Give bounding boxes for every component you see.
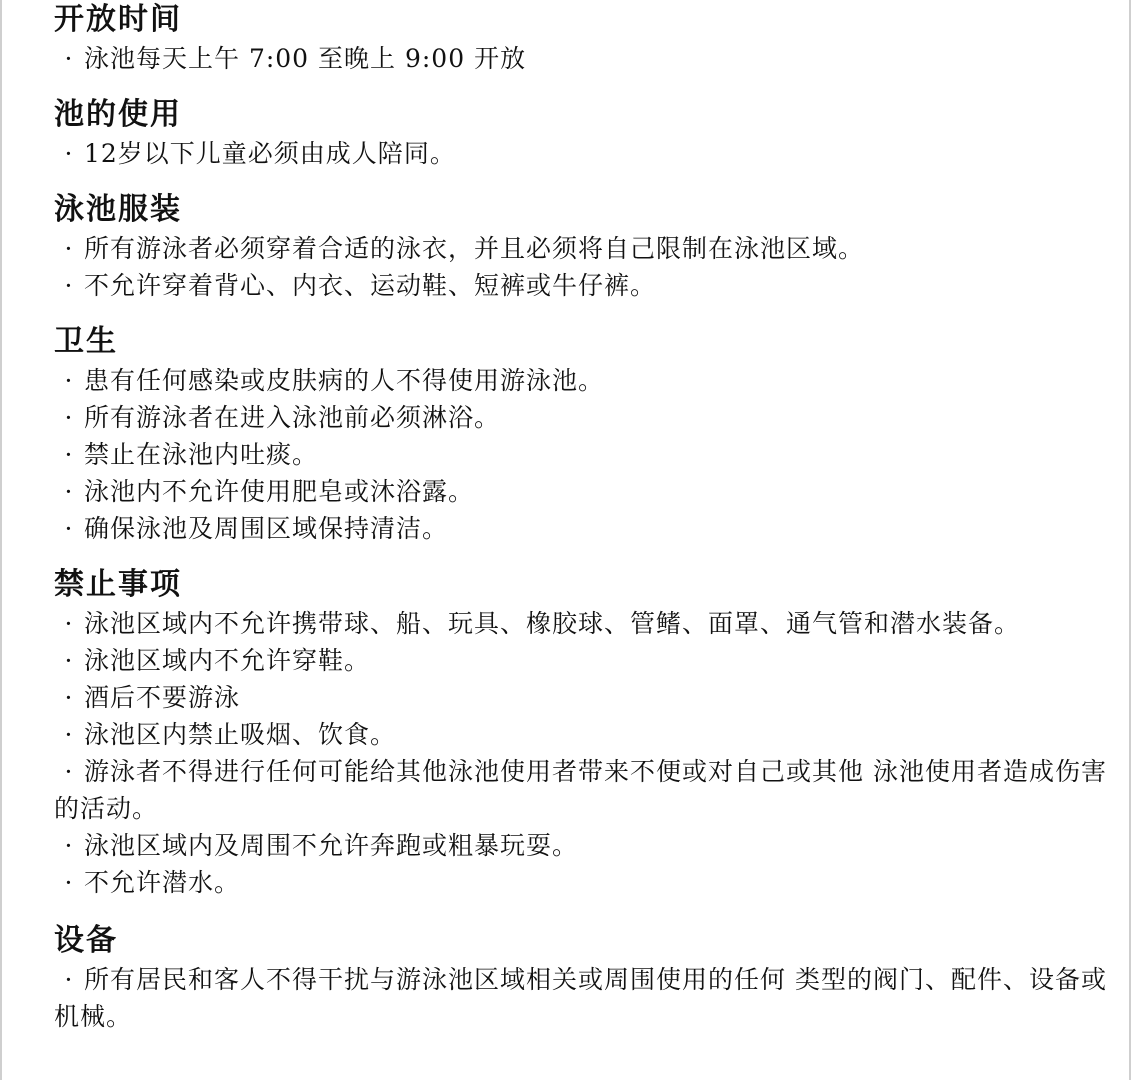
section-title: 开放时间 <box>54 2 182 37</box>
bullet-icon: · <box>64 683 74 712</box>
rule-text: 泳池内不允许使用肥皂或沐浴露。 <box>84 477 475 506</box>
section-title: 设备 <box>54 923 118 958</box>
rule-list <box>54 362 1114 547</box>
rule-item <box>54 473 1114 510</box>
section-title: 卫生 <box>54 324 118 359</box>
rule-list <box>54 605 1114 901</box>
bullet-icon: · <box>64 965 74 994</box>
bullet-icon: · <box>64 757 74 786</box>
rule-item <box>54 679 1114 716</box>
pool-rules-document <box>54 0 1114 1035</box>
bullet-icon: · <box>64 271 74 300</box>
bullet-icon: · <box>64 403 74 432</box>
rule-text: 泳池区内禁止吸烟、饮食。 <box>84 720 397 749</box>
rule-text: 确保泳池及周围区域保持清洁。 <box>84 514 449 543</box>
rule-text: 12岁以下儿童必须由成人陪同。 <box>84 139 456 168</box>
rule-text: 所有游泳者在进入泳池前必须淋浴。 <box>84 403 501 432</box>
section-opening-hours <box>54 0 1114 77</box>
section-hygiene <box>54 322 1114 547</box>
bullet-icon: · <box>64 234 74 263</box>
bullet-icon: · <box>64 646 74 675</box>
rule-item <box>54 135 1114 172</box>
bullet-icon: · <box>64 139 74 168</box>
rule-text: 不允许潜水。 <box>84 868 241 897</box>
rule-item <box>54 362 1114 399</box>
rule-item <box>54 716 1114 753</box>
bullet-icon: · <box>64 440 74 469</box>
bullet-icon: · <box>64 831 74 860</box>
bullet-icon: · <box>64 366 74 395</box>
rule-text: 泳池区域内不允许携带球、船、玩具、橡胶球、管鳍、面罩、通气管和潜水装备。 <box>84 609 1021 638</box>
rule-item <box>54 399 1114 436</box>
section-title: 禁止事项 <box>54 567 182 602</box>
rule-text: 酒后不要游泳 <box>84 683 241 712</box>
rule-item <box>54 753 1114 827</box>
bullet-icon: · <box>64 720 74 749</box>
rule-item <box>54 230 1114 267</box>
rule-text: 游泳者不得进行任何可能给其他泳池使用者带来不便或对自己或其他 泳池使用者造成伤害的活动。 <box>54 757 1107 823</box>
bullet-icon: · <box>64 609 74 638</box>
section-title: 池的使用 <box>54 97 182 132</box>
rule-item <box>54 961 1114 1035</box>
rule-item <box>54 510 1114 547</box>
rule-item <box>54 267 1114 304</box>
section-title: 泳池服装 <box>54 192 182 227</box>
rule-item <box>54 436 1114 473</box>
rule-text: 泳池区域内不允许穿鞋。 <box>84 646 371 675</box>
section-equipment <box>54 921 1114 1035</box>
section-pool-attire <box>54 190 1114 304</box>
bullet-icon: · <box>64 868 74 897</box>
rule-item <box>54 40 1114 77</box>
rule-list <box>54 40 1114 77</box>
section-prohibited <box>54 565 1114 901</box>
bullet-icon: · <box>64 44 74 73</box>
rule-list <box>54 961 1114 1035</box>
rule-item <box>54 864 1114 901</box>
left-border <box>0 0 2 1080</box>
rule-item <box>54 827 1114 864</box>
rule-text: 不允许穿着背心、内衣、运动鞋、短裤或牛仔裤。 <box>84 271 657 300</box>
bullet-icon: · <box>64 477 74 506</box>
rule-list <box>54 135 1114 172</box>
rule-text: 泳池每天上午 7:00 至晚上 9:00 开放 <box>84 44 527 73</box>
rule-item <box>54 642 1114 679</box>
section-pool-use <box>54 95 1114 172</box>
bullet-icon: · <box>64 514 74 543</box>
rule-text: 泳池区域内及周围不允许奔跑或粗暴玩耍。 <box>84 831 579 860</box>
rule-item <box>54 605 1114 642</box>
rule-text: 患有任何感染或皮肤病的人不得使用游泳池。 <box>84 366 605 395</box>
rule-text: 所有居民和客人不得干扰与游泳池区域相关或周围使用的任何 类型的阀门、配件、设备或机械。 <box>54 965 1107 1031</box>
rule-list <box>54 230 1114 304</box>
rule-text: 禁止在泳池内吐痰。 <box>84 440 319 469</box>
rule-text: 所有游泳者必须穿着合适的泳衣，并且必须将自己限制在泳池区域。 <box>84 234 865 263</box>
